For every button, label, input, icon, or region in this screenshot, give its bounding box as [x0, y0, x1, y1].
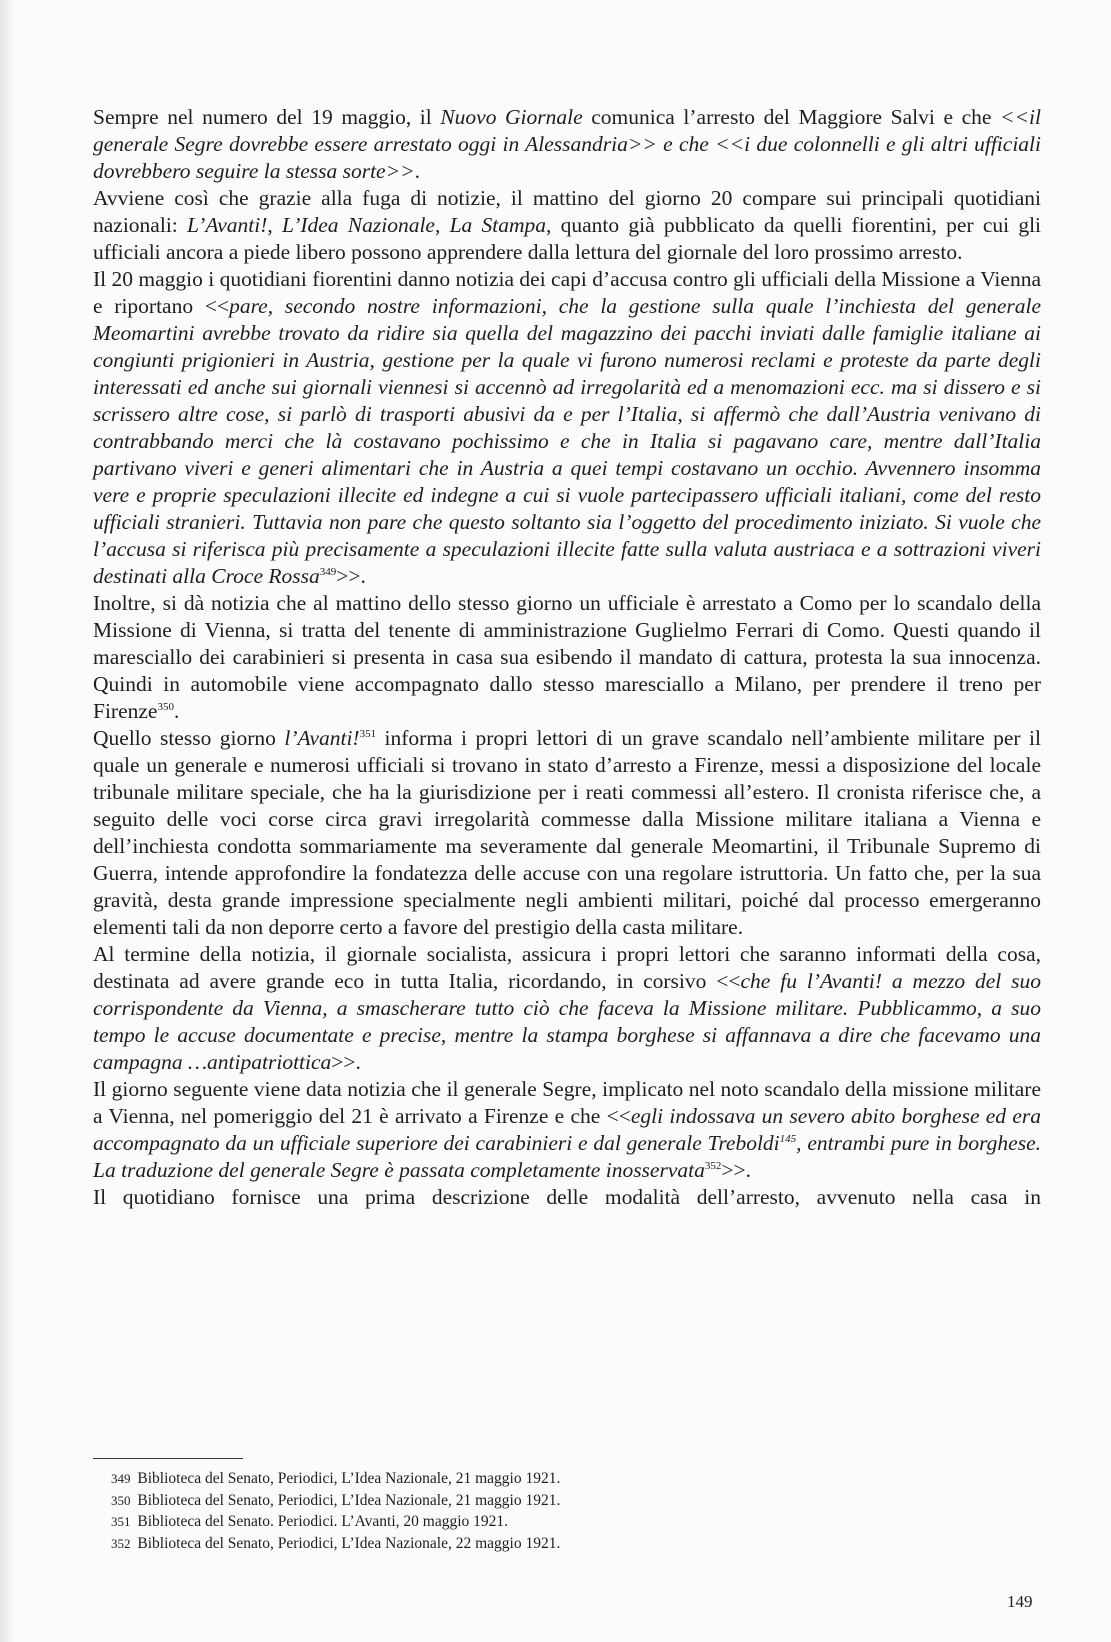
paragraph: [93, 941, 1041, 1076]
text-run: ,: [267, 213, 283, 237]
italic-text: L’Idea Nazionale: [282, 213, 435, 237]
footnote-separator: [93, 1458, 243, 1459]
footnote-number: 352: [111, 1535, 131, 1551]
text-run: >>.: [336, 564, 366, 588]
paragraph: [93, 104, 1041, 185]
italic-text: egli indossava un severo abito borghese ed era accompagnato da un ufficiale superiore dei carabinieri e dal generale Treboldi: [93, 1104, 1041, 1155]
footnote-number: 351: [111, 1514, 131, 1529]
italic-text: che fu l’Avanti! a mezzo del suo corrispondente da Vienna, a smascherare tutto ciò che faceva la Missione militare. Pubblicammo, a suo tempo le accuse documentate e precise, mentre la stampa borghese si affannava a dire che facevamo una campagna …antipatriottica: [93, 969, 1041, 1074]
paragraph: [93, 1076, 1041, 1184]
footnote-text: Biblioteca del Senato. Periodici. L’Avanti, 20 maggio 1921.: [137, 1513, 509, 1530]
footnote-reference: 349: [319, 566, 337, 578]
footnote-text: Biblioteca del Senato, Periodici, L’Idea Nazionale, 22 maggio 1921.: [137, 1534, 561, 1552]
text-run: Avviene così che grazie alla fuga di notizie, il mattino del giorno 20 compare sui principali quotidiani nazionali:: [93, 186, 1041, 237]
text-run: Il quotidiano fornisce una prima descrizione delle modalità dell’arresto, avvenuto nella casa in: [93, 1185, 1041, 1209]
footnote: [111, 1533, 1011, 1555]
text-run: Quello stesso giorno: [93, 726, 285, 750]
paragraph: [93, 590, 1041, 725]
italic-text: Nuovo Giornale: [440, 105, 583, 129]
paragraph: [93, 1184, 1041, 1211]
paragraph: [93, 185, 1041, 266]
text-run: Il 20 maggio i quotidiani fiorentini danno notizia dei capi d’accusa contro gli ufficiali della Missione a Vienna e riportano <<: [93, 267, 1041, 318]
page-number: 149: [1007, 1592, 1033, 1611]
text-run: Sempre nel numero del 19 maggio, il: [93, 105, 441, 129]
footnote: [111, 1490, 1011, 1512]
body-text: [93, 104, 1041, 1211]
footnote-reference: 351: [359, 728, 377, 740]
text-run: , quanto già pubblicato da quelli fiorentini, per cui gli ufficiali ancora a piede libero possono apprendere dalla lettura del giornale del loro prossimo arresto.: [93, 213, 1042, 264]
paragraph: [93, 266, 1041, 590]
text-run: informa i propri lettori di un grave scandalo nell’ambiente militare per il quale un generale e numerosi ufficiali si trovano in stato d’arresto a Firenze, messi a disposizione del locale tribunale militare speciale, che ha la giurisdizione per i reati commessi all’estero. Il cronista riferisce che, a seguito delle voci corse circa gravi irregolarità commesse dalla Missione militare italiana a Vienna e dell’inchiesta condotta sommariamente ma severamente dal generale Meomartini, il Tribunale Supremo di Guerra, intende approfondire la fondatezza delle accuse con una regolare istruttoria. Un fatto che, per la sua gravità, desta grande impressione specialmente negli ambienti militari, poiché dal processo emergeranno elementi tali da non deporre certo a favore del prestigio della casta militare.: [93, 726, 1041, 939]
footnote-reference: 350: [157, 701, 174, 713]
footnote-number: 350: [111, 1492, 131, 1508]
italic-text: La Stampa: [449, 213, 547, 237]
text-run: >>.: [721, 1158, 751, 1182]
text-run: ,: [434, 213, 450, 237]
footnote-text: Biblioteca del Senato, Periodici, L’Idea Nazionale, 21 maggio 1921.: [137, 1470, 561, 1487]
text-run: .: [414, 159, 420, 183]
footnote-reference: 352: [704, 1160, 722, 1172]
footnote-reference: 145: [779, 1133, 797, 1145]
text-run: Al termine della notizia, il giornale socialista, assicura i propri lettori che saranno informati della cosa, destinata ad avere grande eco in tutta Italia, ricordando, in corsivo <<: [93, 942, 1041, 993]
text-run: .: [173, 699, 180, 723]
italic-text: pare, secondo nostre informazioni, che la gestione sulla quale l’inchiesta del generale Meomartini avrebbe trovato da ridire sia quella del magazzino dei pacchi inviati dalle famiglie italiane ai congiunti prigionieri in Austria, gestione per la quale vi furono numerosi reclami e proteste da parte degli interessati ed anche sui giornali viennesi si accennò ad irregolarità ed a menomazioni ecc. ma si dissero e si scrissero altre cose, si parlò di trasporti abusivi da e per l’Italia, si affermò che dall’Austria venivano di contrabbando merci che là costavano pochissimo e che in Italia si pagavano care, mentre dall’Italia partivano viveri e generi alimentari che in Austria a quei tempi costavano un occhio. Avvennero insomma vere e proprie speculazioni illecite ed indegne a cui si vuole partecipassero ufficiali italiani, come del resto ufficiali stranieri. Tuttavia non pare che questo soltanto sia l’oggetto del procedimento iniziato. Si vuole che l’accusa si riferisca più precisamente a speculazioni illecite fatte sulla valuta austriaca e a sottrazioni viveri destinati alla Croce Rossa: [93, 294, 1041, 588]
footnote-text: Biblioteca del Senato, Periodici, L’Idea Nazionale, 21 maggio 1921.: [137, 1491, 561, 1509]
italic-text: , entrambi pure in borghese. La traduzione del generale Segre è passata completamente inosservata: [93, 1131, 1041, 1182]
footnote: [111, 1511, 1011, 1533]
italic-text: l’Avanti!: [284, 726, 360, 750]
text-run: Inoltre, si dà notizia che al mattino dello stesso giorno un ufficiale è arrestato a Como per lo scandalo della Missione di Vienna, si tratta del tenente di amministrazione Guglielmo Ferrari di Como. Questi quando il maresciallo dei carabinieri si presenta in casa sua esibendo il mandato di cattura, protesta la sua innocenza. Quindi in automobile viene accompagnato dallo stesso maresciallo a Milano, per prendere il treno per Firenze: [93, 591, 1041, 723]
text-run: Il giorno seguente viene data notizia che il generale Segre, implicato nel noto scandalo della missione militare a Vienna, nel pomeriggio del 21 è arrivato a Firenze e che <<: [93, 1077, 1041, 1128]
footnote: [111, 1468, 1011, 1490]
text-run: comunica l’arresto del Maggiore Salvi e che: [582, 105, 1001, 129]
paragraph: [93, 725, 1041, 941]
italic-text: <<il generale Segre dovrebbe essere arrestato oggi in Alessandria>> e che <<i due colonnelli e gli altri ufficiali dovrebbero seguire la stessa sorte>>: [93, 105, 1041, 183]
page-gutter-shadow: [0, 0, 14, 1642]
footnote-number: 349: [111, 1471, 131, 1486]
footnotes: [111, 1468, 1011, 1554]
text-run: >>.: [331, 1050, 361, 1074]
italic-text: L’Avanti!: [187, 213, 268, 237]
